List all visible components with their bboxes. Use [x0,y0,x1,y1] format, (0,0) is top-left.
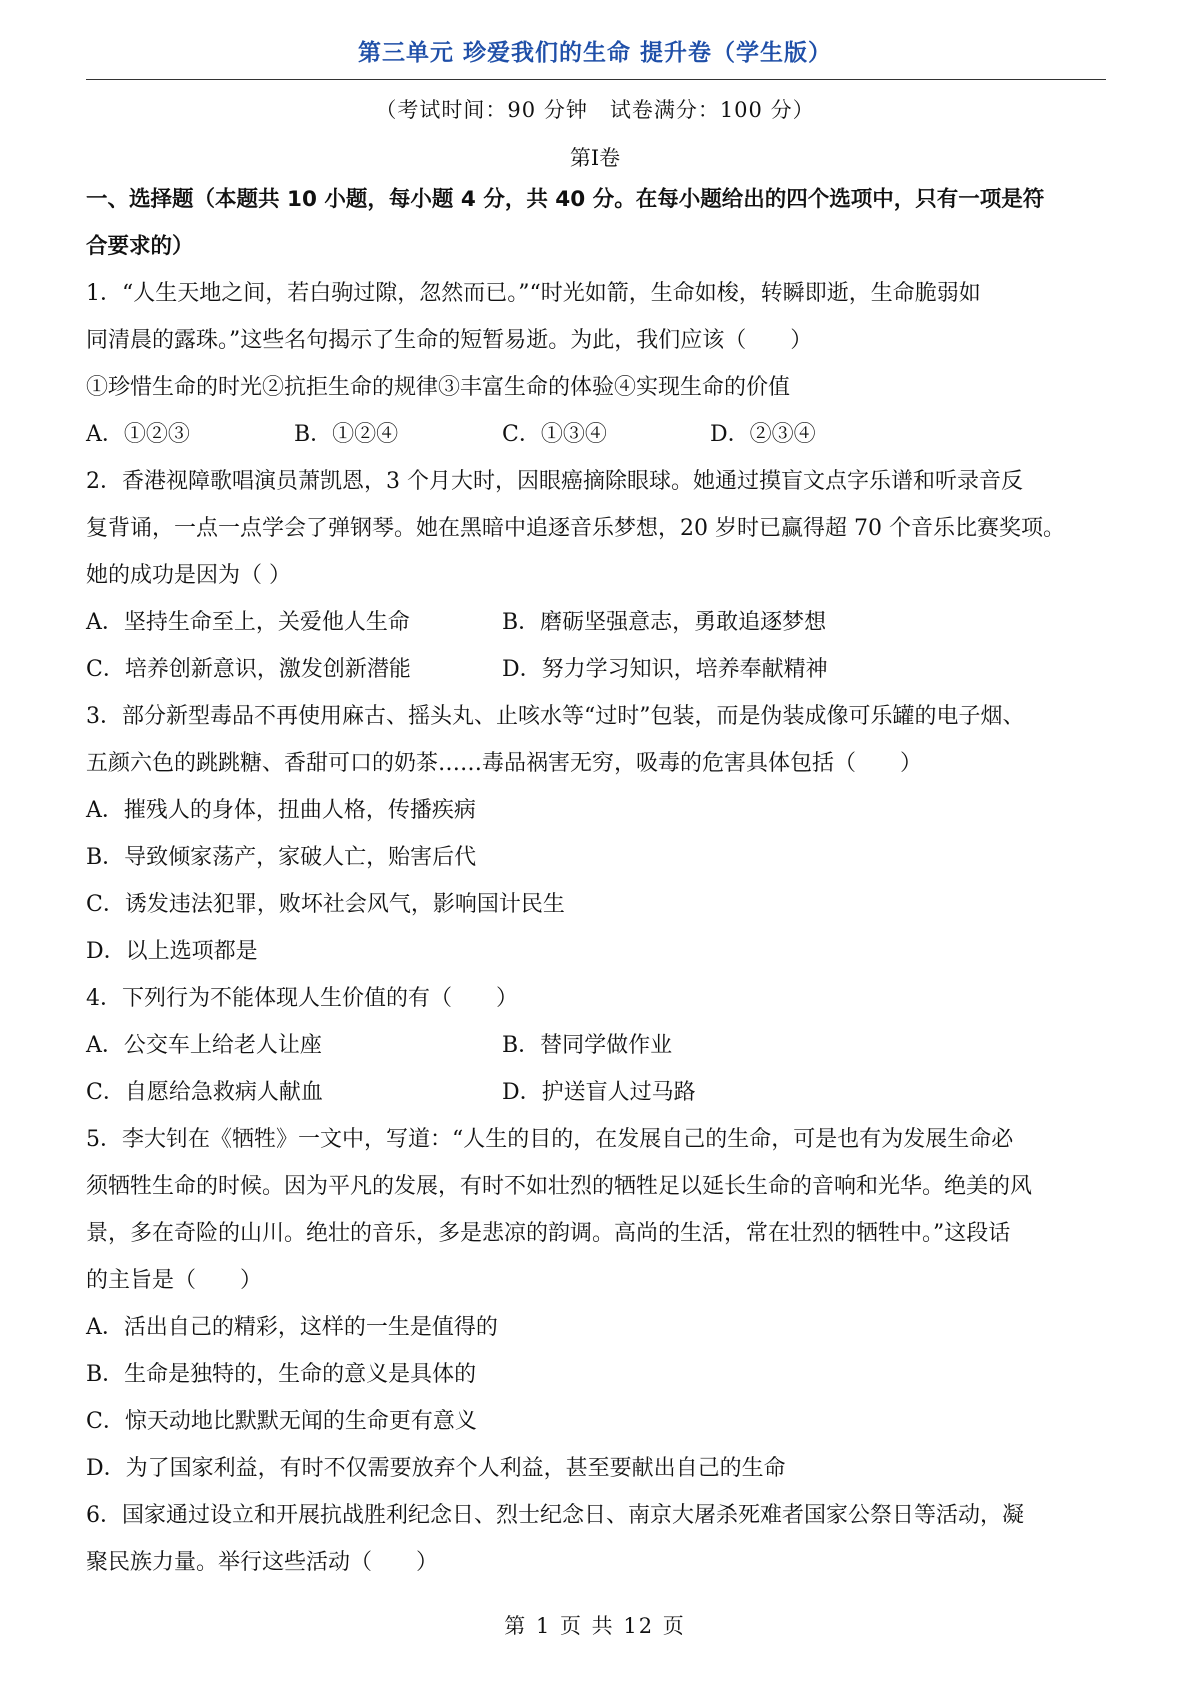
question-5-stem-continued-2: 景，多在奇险的山川。绝壮的音乐，多是悲凉的韵调。高尚的生活，常在壮烈的牺牲中。”这段话 [86,1221,1011,1246]
exam-info: （考试时间：90 分钟 试卷满分：100 分） [375,98,815,122]
question-list [86,176,1106,1586]
question-5-option-a[interactable]: A．活出自己的精彩，这样的一生是值得的 [86,1315,498,1340]
section-heading-continued: 合要求的） [86,234,194,259]
question-1-option-d[interactable]: D．②③④ [710,422,816,447]
question-6-stem: 6．国家通过设立和开展抗战胜利纪念日、烈士纪念日、南京大屠杀死难者国家公祭日等活动，凝 [86,1503,1025,1528]
question-4-option-d[interactable]: D．护送盲人过马路 [502,1080,696,1105]
question-3-stem-continued: 五颜六色的跳跳糖、香甜可口的奶茶……毒品祸害无穷，吸毒的危害具体包括（ ） [86,751,923,776]
question-2-prompt: 她的成功是因为（ ） [86,563,291,588]
question-4 [86,975,1106,1116]
question-5-stem-continued: 须牺牲生命的时候。因为平凡的发展，有时不如壮烈的牺牲足以延长生命的音响和光华。绝美的风 [86,1174,1033,1199]
question-1-stem-continued: 同清晨的露珠。”这些名句揭示了生命的短暂易逝。为此，我们应该（ ） [86,328,813,353]
question-1-option-a[interactable]: A．①②③ [86,422,190,447]
question-6-prompt: 聚民族力量。举行这些活动（ ） [86,1550,439,1575]
question-4-option-a[interactable]: A．公交车上给老人让座 [86,1033,322,1058]
document-title: 第三单元 珍爱我们的生命 提升卷（学生版） [357,40,832,66]
section-heading: 一、选择题（本题共 10 小题，每小题 4 分，共 40 分。在每小题给出的四个选项中，只有一项是符 [86,187,1045,212]
question-5-prompt: 的主旨是（ ） [86,1268,263,1293]
question-2-option-d[interactable]: D．努力学习知识，培养奉献精神 [502,657,828,682]
question-4-option-c[interactable]: C．自愿给急救病人献血 [86,1080,323,1105]
question-5-option-b[interactable]: B．生命是独特的，生命的意义是具体的 [86,1362,477,1387]
question-2-option-a[interactable]: A．坚持生命至上，关爱他人生命 [86,610,410,635]
question-2-stem-continued: 复背诵，一点一点学会了弹钢琴。她在黑暗中追逐音乐梦想，20 岁时已赢得超 70 个音乐比赛奖项。 [86,516,1065,541]
question-1-option-c[interactable]: C．①③④ [502,422,607,447]
question-5 [86,1116,1106,1492]
question-2-option-b[interactable]: B．磨砺坚强意志，勇敢追逐梦想 [502,610,827,635]
question-2-options-row-2 [86,646,1106,693]
question-5-option-c[interactable]: C．惊天动地比默默无闻的生命更有意义 [86,1409,477,1434]
question-1 [86,270,1106,458]
question-1-option-b[interactable]: B．①②④ [294,422,399,447]
page-footer: 第 1 页 共 12 页 [504,1614,686,1638]
question-3-stem: 3．部分新型毒品不再使用麻古、摇头丸、止咳水等“过时”包装，而是伪装成像可乐罐的电子烟、 [86,704,1025,729]
question-2-stem: 2．香港视障歌唱演员萧凯恩，3 个月大时，因眼癌摘除眼球。她通过摸盲文点字乐谱和听录音反 [86,469,1023,494]
question-4-stem: 4．下列行为不能体现人生价值的有（ ） [86,986,518,1011]
question-4-options-row-2 [86,1069,1106,1116]
question-1-stem: 1．“人生天地之间，若白驹过隙，忽然而已。”“时光如箭，生命如梭，转瞬即逝，生命脆弱如 [86,281,981,306]
question-3-option-b[interactable]: B．导致倾家荡产，家破人亡，贻害后代 [86,845,477,870]
question-2 [86,458,1106,693]
question-5-stem: 5．李大钊在《牺牲》一文中，写道：“人生的目的，在发展自己的生命，可是也有为发展生命必 [86,1127,1014,1152]
question-3-option-a[interactable]: A．摧残人的身体，扭曲人格，传播疾病 [86,798,476,823]
question-1-statements: ①珍惜生命的时光②抗拒生命的规律③丰富生命的体验④实现生命的价值 [86,375,791,400]
question-6 [86,1492,1106,1586]
question-5-option-d[interactable]: D．为了国家利益，有时不仅需要放弃个人利益，甚至要献出自己的生命 [86,1456,786,1481]
question-1-options [86,411,1106,458]
question-2-options-row-1 [86,599,1106,646]
question-3-option-c[interactable]: C．诱发违法犯罪，败坏社会风气，影响国计民生 [86,892,565,917]
header-divider [86,79,1106,80]
volume-label: 第I卷 [569,146,621,170]
question-3 [86,693,1106,975]
question-3-option-d[interactable]: D．以上选项都是 [86,939,258,964]
question-4-options-row-1 [86,1022,1106,1069]
question-4-option-b[interactable]: B．替同学做作业 [502,1033,673,1058]
question-2-option-c[interactable]: C．培养创新意识，激发创新潜能 [86,657,411,682]
